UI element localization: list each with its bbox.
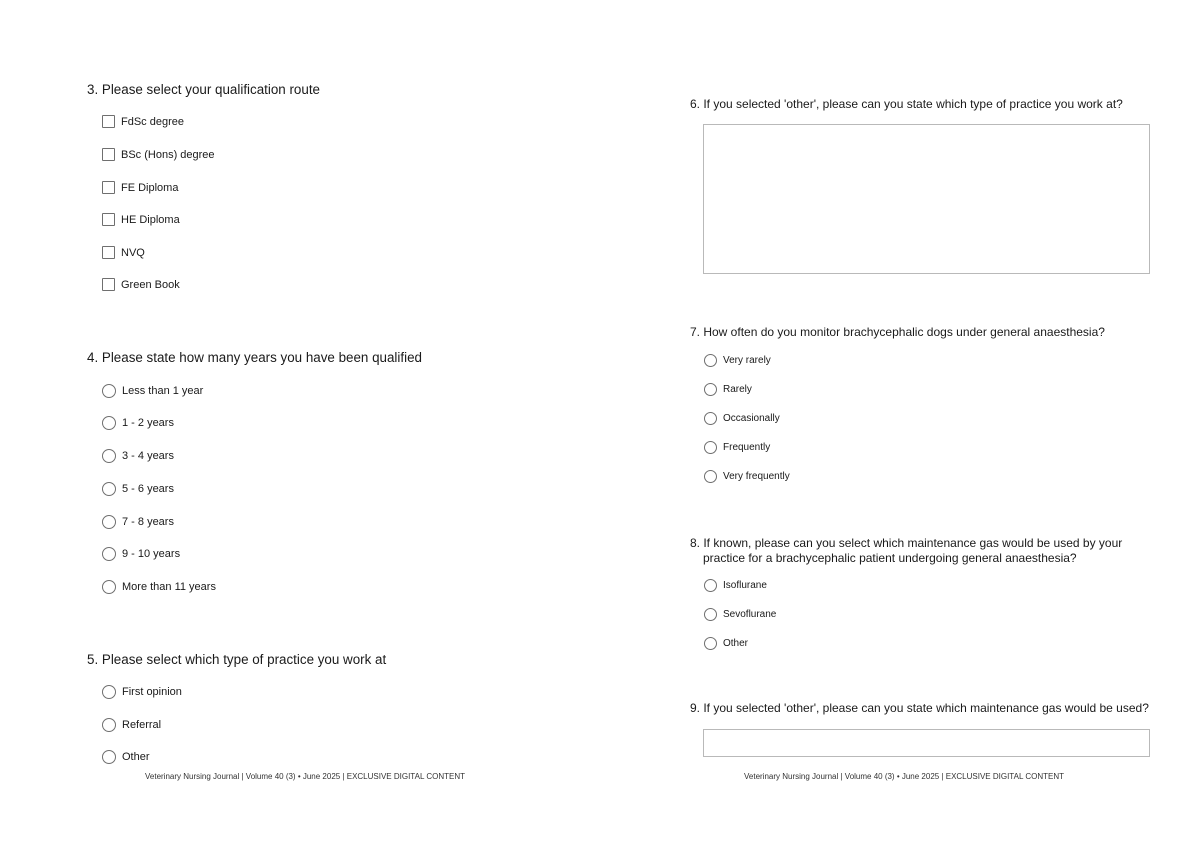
q4-option-label: 1 - 2 years <box>122 417 174 429</box>
q5-title: 5. Please select which type of practice you work at <box>87 652 387 667</box>
q4-option-label: 3 - 4 years <box>122 450 174 462</box>
radio-button[interactable] <box>704 470 717 483</box>
q4-option[interactable] <box>102 515 174 529</box>
q4-option[interactable] <box>102 580 216 594</box>
q8-option-label: Sevoflurane <box>723 609 777 620</box>
radio-button[interactable] <box>704 354 717 367</box>
radio-button[interactable] <box>102 515 116 529</box>
radio-button[interactable] <box>102 384 116 398</box>
q5-option[interactable] <box>102 718 161 732</box>
q8-option[interactable] <box>704 608 776 621</box>
radio-button[interactable] <box>704 412 717 425</box>
q3-option-label: Green Book <box>121 278 180 291</box>
q7-option[interactable] <box>704 470 790 483</box>
q4-option[interactable] <box>102 449 174 463</box>
q8-option-label: Other <box>723 638 749 649</box>
q6-answer-box[interactable] <box>703 124 1150 274</box>
q7-option-label: Rarely <box>723 384 752 395</box>
radio-button[interactable] <box>704 637 717 650</box>
radio-button[interactable] <box>102 750 116 764</box>
q8-title-line2: practice for a brachycephalic patient undergoing general anaesthesia? <box>703 551 1077 565</box>
q4-option-label: 9 - 10 years <box>122 548 181 560</box>
q8-title-line1: 8. If known, please can you select which maintenance gas would be used by your <box>690 536 1123 550</box>
q5-option-label: Referral <box>122 719 162 731</box>
checkbox[interactable] <box>102 246 115 259</box>
q3-title: 3. Please select your qualification route <box>87 82 320 97</box>
q3-option-label: FE Diploma <box>121 181 179 194</box>
q5-option[interactable] <box>102 750 150 764</box>
q7-option-label: Occasionally <box>723 413 780 424</box>
radio-button[interactable] <box>704 579 717 592</box>
q8-option[interactable] <box>704 579 767 592</box>
q4-title: 4. Please state how many years you have been qualified <box>87 350 422 365</box>
q5-option-label: First opinion <box>122 686 182 698</box>
q7-option[interactable] <box>704 354 771 367</box>
q5-option-label: Other <box>122 751 150 763</box>
q7-option-label: Very frequently <box>723 471 790 482</box>
q3-option-he-diploma[interactable] <box>102 213 180 226</box>
checkbox[interactable] <box>102 148 115 161</box>
checkbox[interactable] <box>102 115 115 128</box>
checkbox[interactable] <box>102 213 115 226</box>
q7-option-label: Frequently <box>723 442 771 453</box>
radio-button[interactable] <box>102 580 116 594</box>
q8-option[interactable] <box>704 637 748 650</box>
q9-answer-box[interactable] <box>703 729 1150 757</box>
radio-button[interactable] <box>102 482 116 496</box>
q9-title: 9. If you selected 'other', please can you state which maintenance gas would be used? <box>690 701 1149 715</box>
q6-title: 6. If you selected 'other', please can you state which type of practice you work at? <box>690 97 1123 111</box>
checkbox[interactable] <box>102 278 115 291</box>
q8-option-label: Isoflurane <box>723 580 767 591</box>
q3-option-green-book[interactable] <box>102 278 180 291</box>
checkbox[interactable] <box>102 181 115 194</box>
q4-option-label: More than 11 years <box>122 581 216 593</box>
q7-option-label: Very rarely <box>723 355 771 366</box>
q4-option[interactable] <box>102 384 203 398</box>
q3-option-fe-diploma[interactable] <box>102 181 178 194</box>
q3-option-fdsc[interactable] <box>102 115 184 128</box>
radio-button[interactable] <box>102 449 116 463</box>
q4-option[interactable] <box>102 547 180 561</box>
q3-option-label: FdSc degree <box>121 115 184 128</box>
q3-option-label: HE Diploma <box>121 213 180 226</box>
q7-title: 7. How often do you monitor brachycephalic dogs under general anaesthesia? <box>690 325 1105 339</box>
q4-option-label: 5 - 6 years <box>122 483 174 495</box>
q3-option-nvq[interactable] <box>102 246 145 259</box>
q7-option[interactable] <box>704 383 752 396</box>
q4-option[interactable] <box>102 482 174 496</box>
radio-button[interactable] <box>102 547 116 561</box>
radio-button[interactable] <box>102 718 116 732</box>
q3-option-bsc[interactable] <box>102 148 215 161</box>
footer-right: Veterinary Nursing Journal | Volume 40 (3) • June 2025 | EXCLUSIVE DIGITAL CONTENT <box>744 772 1064 781</box>
radio-button[interactable] <box>704 608 717 621</box>
radio-button[interactable] <box>102 416 116 430</box>
q7-option[interactable] <box>704 412 780 425</box>
radio-button[interactable] <box>704 441 717 454</box>
q5-option[interactable] <box>102 685 182 699</box>
q7-option[interactable] <box>704 441 770 454</box>
radio-button[interactable] <box>102 685 116 699</box>
q4-option-label: 7 - 8 years <box>122 516 174 528</box>
q4-option[interactable] <box>102 416 174 430</box>
radio-button[interactable] <box>704 383 717 396</box>
footer-left: Veterinary Nursing Journal | Volume 40 (3) • June 2025 | EXCLUSIVE DIGITAL CONTENT <box>145 772 465 781</box>
q3-option-label: BSc (Hons) degree <box>121 148 215 161</box>
q4-option-label: Less than 1 year <box>122 385 204 397</box>
q3-option-label: NVQ <box>121 246 145 259</box>
